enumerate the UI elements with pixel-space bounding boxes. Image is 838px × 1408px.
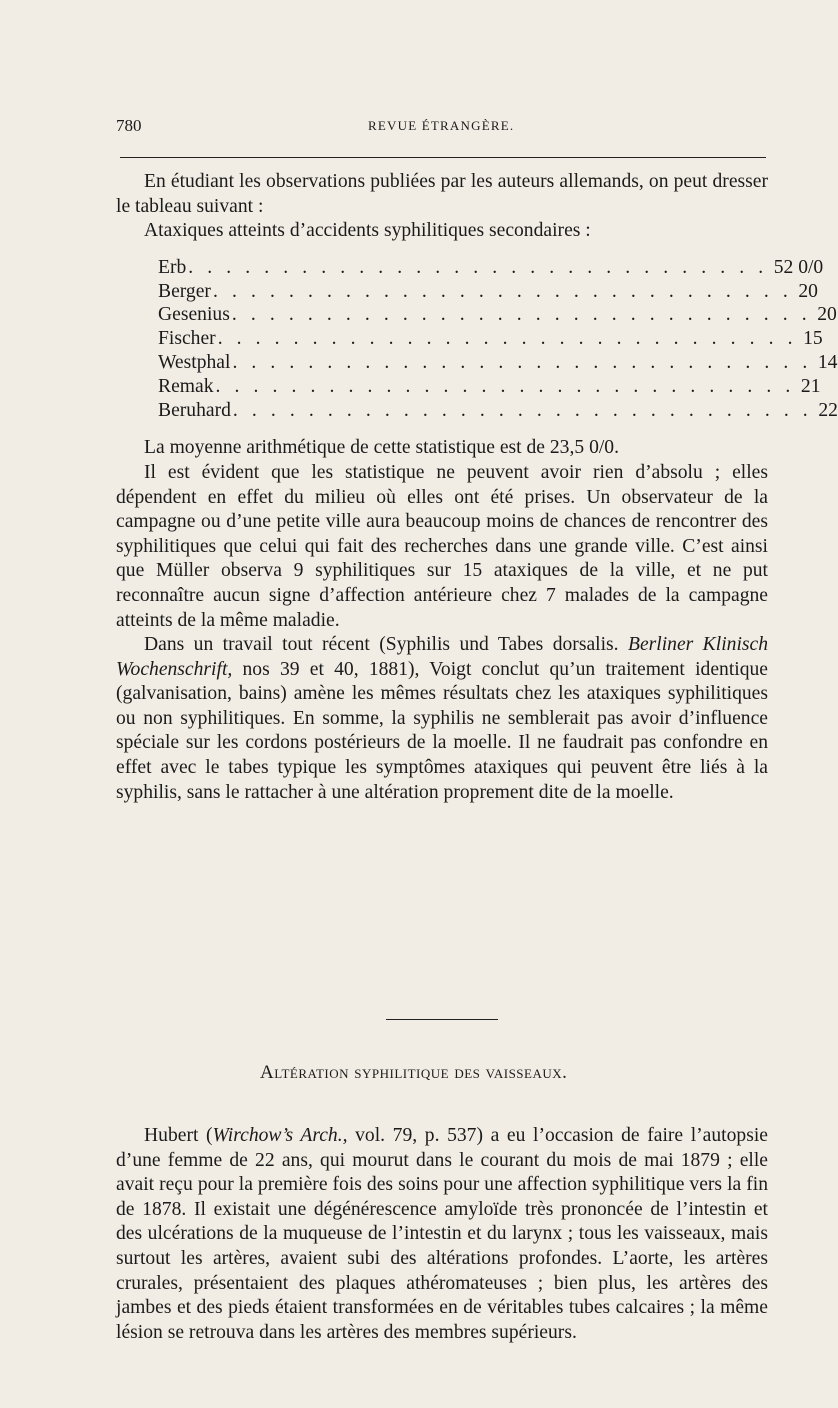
paragraph-voigt-end: nos 39 et 40, 1881), Voigt conclut qu’un traitement identique (galvanisation, bains) amène les mêmes résultats chez les ataxiques syphilitiques ou non syphilitiques. En somme, la syphilis ne semblerait pas avoir d’influence spéciale sur les cordons postérieurs de la moelle. Il ne faudrait pas confondre en effet avec le tabes typique les symptômes ataxiques qui peuvent être liés à la syphilis, sans le rattacher à une altération proprement dite de la moelle. [116, 658, 768, 803]
table-row [158, 351, 838, 375]
running-head: REVUE ÉTRANGÈRE. [368, 118, 515, 133]
paragraph-table-caption: Ataxiques atteints d’accidents syphilitiques secondaires : [144, 220, 591, 242]
section-title: Altération syphilitique des vaisseaux. [260, 1062, 568, 1083]
page [116, 116, 838, 803]
paragraph-hubert-end: vol. 79, p. 537) a eu l’occasion de faire l’autopsie d’une femme de 22 ans, qui mourut dans le courant du mois de mai 1879 ; elle avait reçu pour la première fois des soins pour une affection syphilitique vers la fin de 1878. Il existait une dégénérescence amyloïde très prononcée de l’intestin et des ulcérations de la muqueuse de l’intestin et du larynx ; tous les vaisseaux, mais surtout les artères, avaient subi des altérations profondes. L’aorte, les artères crurales, présentaient des plaques athéromateuses ; bien plus, les artères des jambes et des pieds étaient transformées en de véritables tubes calcaires ; la même lésion se retrouva dans les artères des membres supérieurs. [116, 1125, 768, 1343]
statistics-table [158, 256, 838, 423]
paragraph-hubert-start: Hubert ( [144, 1125, 213, 1146]
table-row [158, 399, 838, 423]
percentage-value: 21 [800, 375, 821, 397]
author-name: Beruhard [158, 399, 231, 421]
page-number: 780 [116, 116, 142, 135]
percentage-value: 52 0/0 [773, 256, 824, 278]
author-name: Gesenius [158, 304, 230, 326]
section-body [116, 1124, 768, 1345]
paragraph-voigt-start: Dans un travail tout récent (Syphilis und Tabes dorsalis. [144, 634, 628, 656]
author-name: Fischer [158, 328, 216, 350]
body-text [116, 170, 838, 805]
percentage-value: 14 [817, 351, 838, 373]
journal-title-italic: Berliner Klinisch Wochenschrift, [116, 634, 769, 680]
paragraph-average: La moyenne arithmétique de cette statistique est de 23,5 0/0. [144, 437, 620, 459]
leader-dots: . . . . . . . . . . . . . . . . . . . . . . . . . . . . . . . [232, 351, 812, 373]
percentage-value: 15 [803, 328, 823, 350]
table-row [158, 327, 823, 351]
percentage-value: 22 [818, 399, 838, 421]
paragraph-statistics-discussion: Il est évident que les statistique ne peuvent avoir rien d’absolu ; elles dépendent en effet du milieu où elles ont été prises. Un observateur de la campagne ou d’une petite ville aura beaucoup moins de chances de rencontrer des syphilitiques que celui qui fait des recherches dans une grande ville. C’est ainsi que Müller observa 9 syphilitiques sur 15 ataxiques de la ville, et ne put reconnaître aucun signe d’affection antérieure chez 7 malades de la campagne atteints de la même maladie. [116, 461, 768, 631]
section-divider [386, 1019, 498, 1020]
paragraph-intro: En étudiant les observations publiées par les auteurs allemands, on peut dresser le tableau suivant : [116, 171, 768, 217]
table-row [158, 280, 818, 304]
author-name: Westphal [158, 351, 231, 373]
paragraph-voigt [116, 633, 768, 805]
leader-dots: . . . . . . . . . . . . . . . . . . . . . . . . . . . . . . . [188, 256, 768, 278]
table-row [158, 256, 824, 280]
header-rule [120, 157, 766, 158]
leader-dots: . . . . . . . . . . . . . . . . . . . . . . . . . . . . . . . [217, 328, 798, 350]
table-row [158, 303, 837, 327]
journal-title-italic: Wirchow’s Arch., [212, 1125, 348, 1146]
leader-dots: . . . . . . . . . . . . . . . . . . . . . . . . . . . . . . . [212, 280, 793, 302]
table-row [158, 375, 821, 399]
page-header [116, 116, 766, 146]
leader-dots: . . . . . . . . . . . . . . . . . . . . . . . . . . . . . . . [215, 375, 795, 397]
percentage-value: 20 [817, 304, 837, 326]
leader-dots: . . . . . . . . . . . . . . . . . . . . . . . . . . . . . . . [232, 399, 813, 421]
percentage-value: 20 [798, 280, 818, 302]
author-name: Remak [158, 375, 214, 397]
author-name: Berger [158, 280, 211, 302]
paragraph-hubert [116, 1124, 768, 1345]
author-name: Erb [158, 256, 187, 278]
leader-dots: . . . . . . . . . . . . . . . . . . . . . . . . . . . . . . . [231, 304, 812, 326]
